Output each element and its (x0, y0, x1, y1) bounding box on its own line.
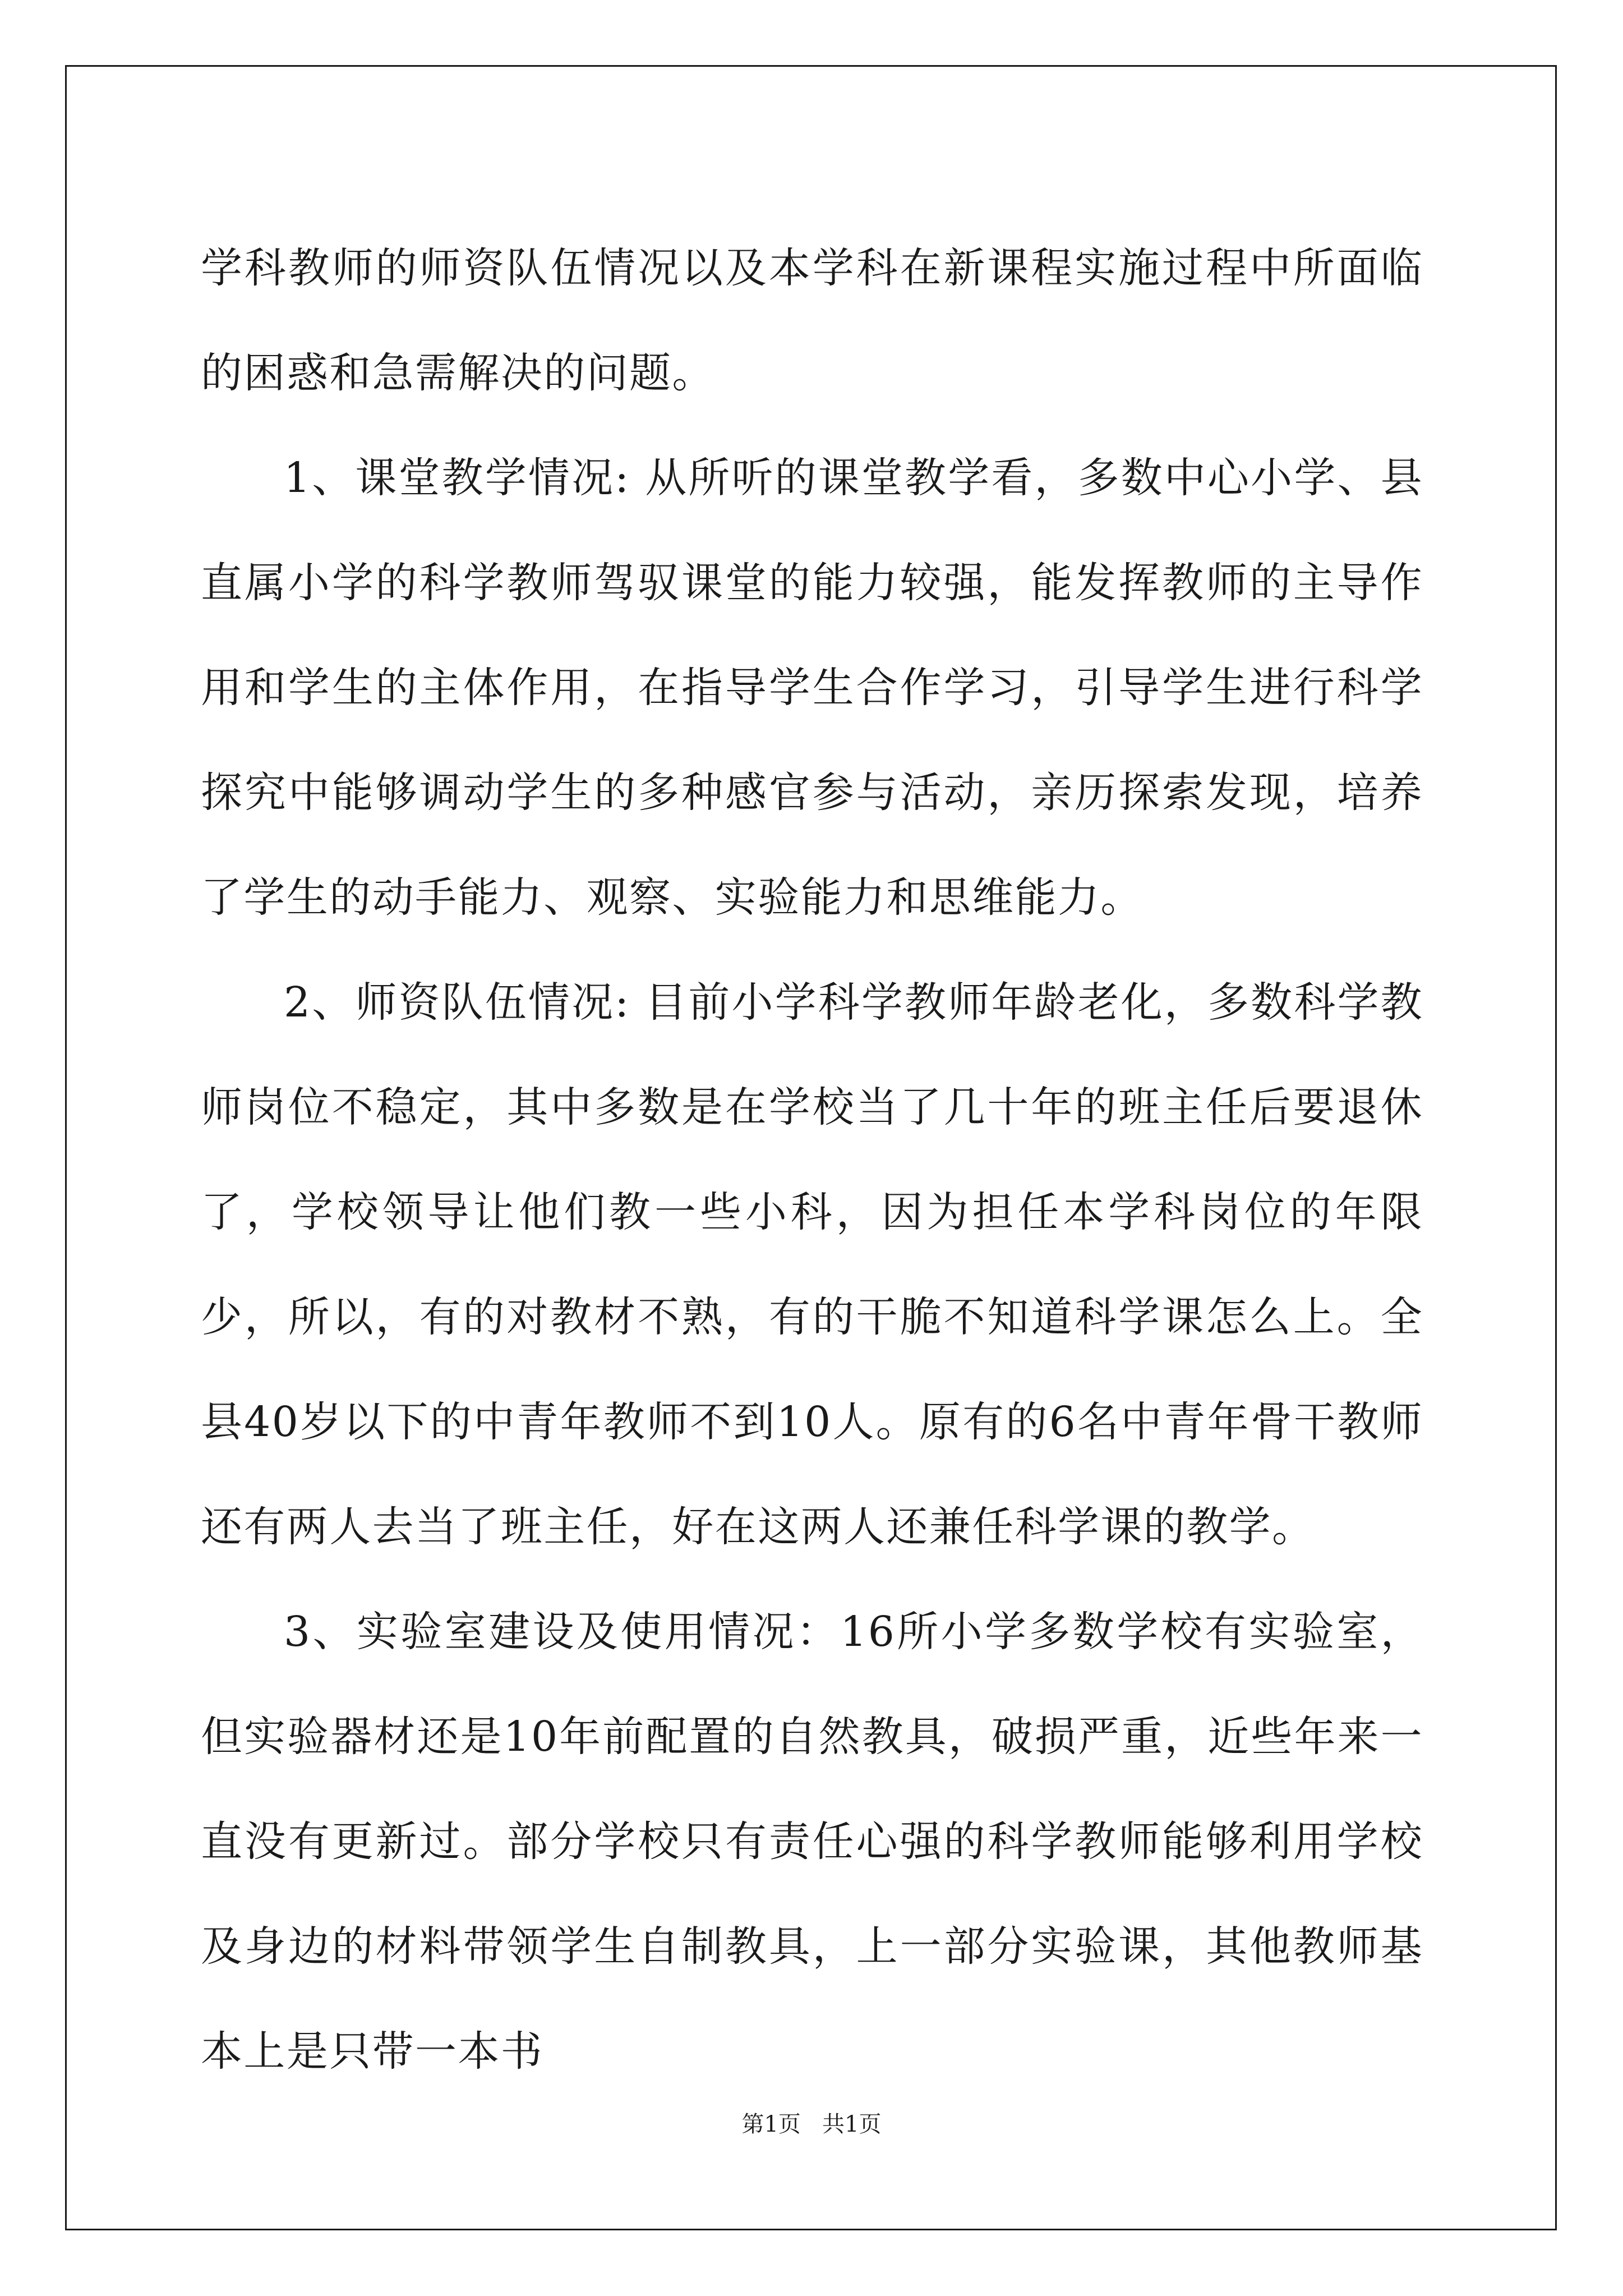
document-body (201, 216, 1423, 2104)
paragraph-classroom-teaching: 1、课堂教学情况: 从所听的课堂教学看，多数中心小学、县直属小学的科学教师驾驭课堂的能力较强，能发挥教师的主导作用和学生的主体作用，在指导学生合作学习，引导学生进行科学探究中能够调动学生的多种感官参与活动，亲历探索发现，培养了学生的动手能力、观察、实验能力和思维能力。 (201, 454, 1423, 922)
paragraph-teaching-staff: 2、师资队伍情况: 目前小学科学教师年龄老化，多数科学教师岗位不稳定，其中多数是在学校当了几十年的班主任后要退休了，学校领导让他们教一些小科，因为担任本学科岗位的年限少，所以，有的对教材不熟，有的干脆不知道科学课怎么上。全县40岁以下的中青年教师不到10人。原有的6名中青年骨干教师还有两人去当了班主任，好在这两人还兼任科学课的教学。 (201, 978, 1423, 1551)
page-footer: 第1页 共1页 (741, 2111, 882, 2137)
paragraph-continuation: 学科教师的师资队伍情况以及本学科在新课程实施过程中所面临的困惑和急需解决的问题。 (201, 244, 1423, 397)
paragraph-laboratory: 3、实验室建设及使用情况：16所小学多数学校有实验室，但实验器材还是10年前配置的自然教具，破损严重，近些年来一直没有更新过。部分学校只有责任心强的科学教师能够利用学校及身边的材料带领学生自制教具，上一部分实验课，其他教师基本上是只带一本书 (201, 1608, 1423, 2076)
